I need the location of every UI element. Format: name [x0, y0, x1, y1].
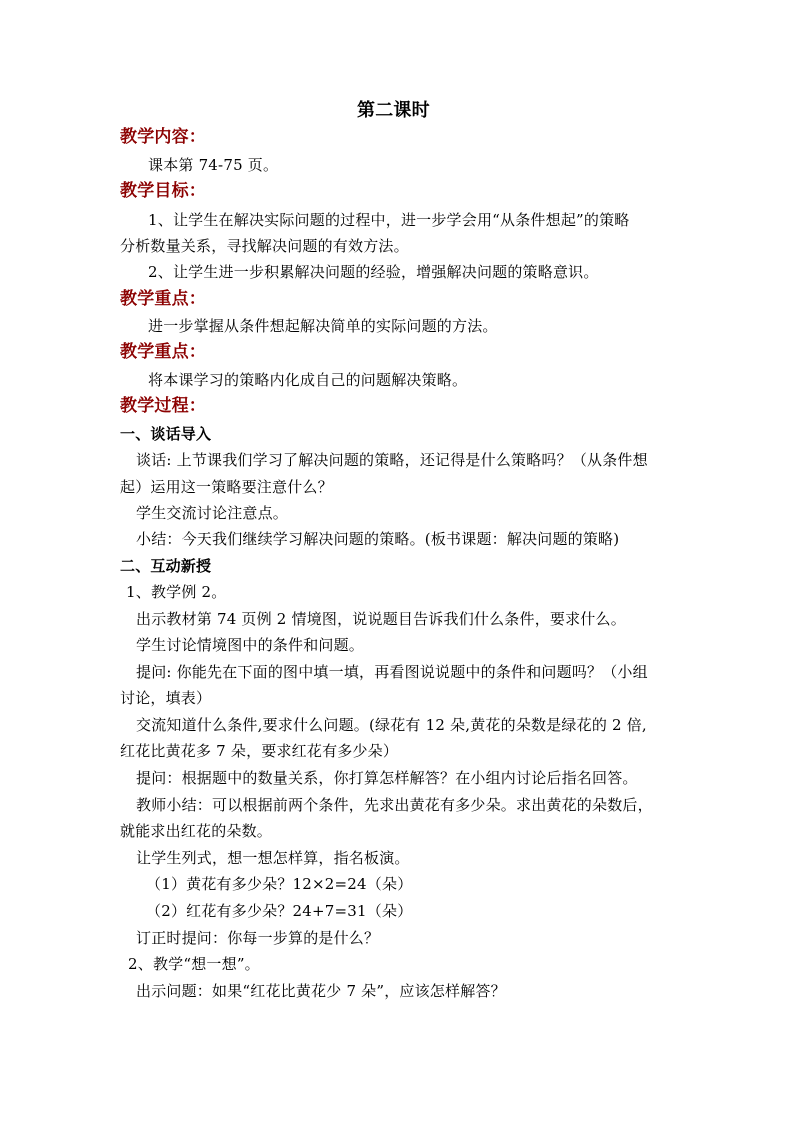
key-points-text: 进一步掌握从条件想起解决简单的实际问题的方法。 [148, 317, 498, 335]
section-2-line: 1、教学例 2。 [126, 583, 227, 601]
section-1-line: 起）运用这一策略要注意什么？ [120, 478, 333, 496]
section-2-line: 2、教学“想一想”。 [128, 955, 260, 973]
section-2-line: 讨论，填表） [120, 689, 212, 707]
difficult-points-heading: 教学重点： [120, 342, 206, 362]
content-text: 课本第 74-75 页。 [148, 156, 279, 174]
section-2-line: 让学生列式，想一想怎样算，指名板演。 [136, 849, 410, 867]
goal-item-1: 1、让学生在解决实际问题的过程中，进一步学会用“从条件想起”的策略 [148, 211, 630, 229]
section-2-line: 就能求出红花的朵数。 [120, 822, 273, 840]
section-2-line: 交流知道什么条件,要求什么问题。(绿花有 12 朵,黄花的朵数是绿花的 2 倍, [136, 716, 647, 734]
section-1-title: 一、谈话导入 [120, 425, 212, 443]
process-heading: 教学过程： [120, 396, 206, 416]
section-2-line: 出示问题：如果“红花比黄花少 7 朵”，应该怎样解答？ [136, 982, 506, 1000]
goals-heading: 教学目标： [120, 181, 206, 201]
page-title: 第二课时 [357, 100, 430, 121]
difficult-points-text: 将本课学习的策略内化成自己的问题解决策略。 [148, 371, 468, 389]
section-2-line: 订正时提问：你每一步算的是什么？ [136, 929, 380, 947]
content-heading: 教学内容： [120, 127, 206, 147]
key-points-heading: 教学重点： [120, 289, 206, 309]
section-2-line: （2）红花有多少朵？24+7=31（朵） [146, 902, 413, 920]
section-2-line: 提问：根据题中的数量关系，你打算怎样解答？在小组内讨论后指名回答。 [136, 769, 638, 787]
section-2-line: 红花比黄花多 7 朵，要求红花有多少朵） [120, 742, 399, 760]
section-2-line: 学生讨论情境图中的条件和问题。 [136, 636, 365, 654]
section-2-line: （1）黄花有多少朵？12×2=24（朵） [146, 875, 413, 893]
section-1-line: 谈话: 上节课我们学习了解决问题的策略，还记得是什么策略吗？（从条件想 [136, 451, 648, 469]
section-2-line: 提问: 你能先在下面的图中填一填，再看图说说题中的条件和问题吗？（小组 [136, 663, 648, 681]
section-1-line: 小结：今天我们继续学习解决问题的策略。(板书课题：解决问题的策略) [136, 530, 620, 548]
section-2-line: 教师小结：可以根据前两个条件，先求出黄花有多少朵。求出黄花的朵数后， [136, 796, 653, 814]
section-2-title: 二、互动新授 [120, 557, 212, 575]
section-1-line: 学生交流讨论注意点。 [136, 504, 289, 522]
goal-item-1-cont: 分析数量关系，寻找解决问题的有效方法。 [120, 237, 409, 255]
section-2-line: 出示教材第 74 页例 2 情境图，说说题目告诉我们什么条件，要求什么。 [136, 610, 626, 628]
goal-item-2: 2、让学生进一步积累解决问题的经验，增强解决问题的策略意识。 [148, 263, 599, 281]
